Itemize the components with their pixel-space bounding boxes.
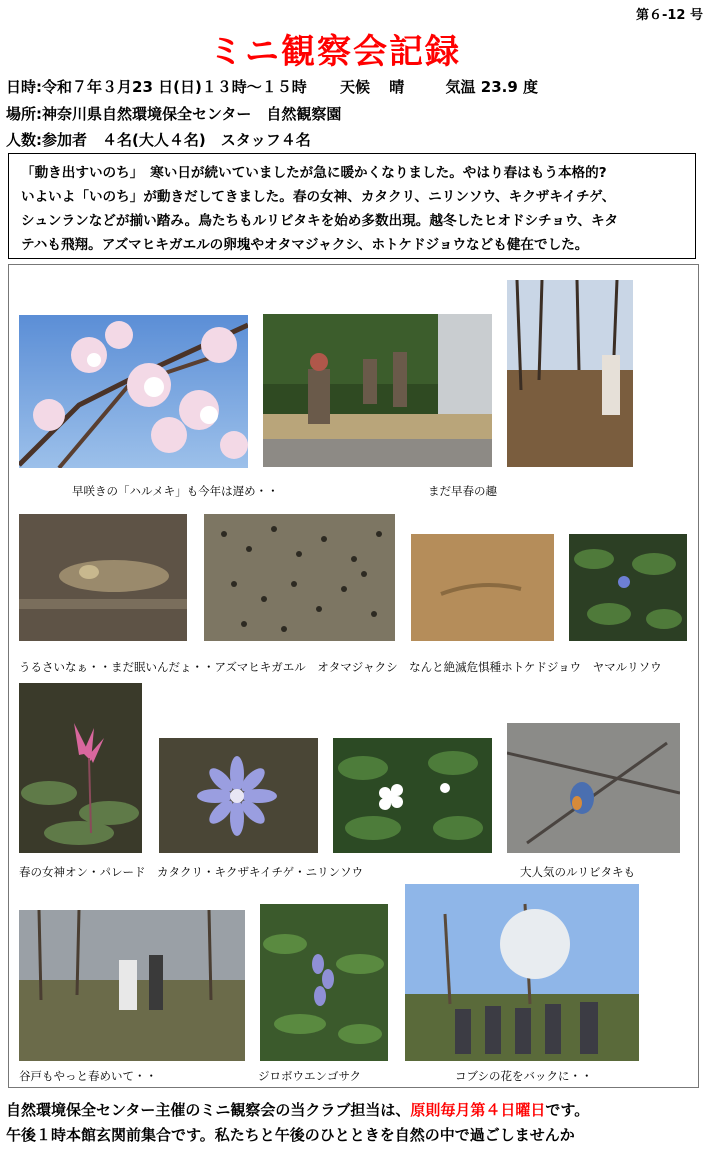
temp-value: 23.9 度	[480, 78, 539, 96]
footer-text: 自然環境保全センター主催のミニ観察会の当クラブ担当は、	[6, 1101, 411, 1119]
temp-label: 気温	[445, 78, 476, 96]
place-line	[6, 103, 341, 124]
forest-path-photo	[507, 280, 633, 467]
datetime-label: 日時:	[6, 78, 42, 96]
footer-text: です。	[545, 1101, 590, 1119]
dogtooth-violet-photo	[19, 683, 142, 853]
intro-line: シュンランなどが揃い踏み。鳥たちもルリビタキを始め多数出現。越冬したヒオドシチョウ、キタ	[21, 213, 619, 229]
footer-line-2: 午後１時本館玄関前集合です。私たちと午後のひとときを自然の中で過ごしませんか	[6, 1126, 575, 1144]
intro-line: いよいよ「いのち」が動きだしてきました。春の女神、カタクリ、ニリンソウ、キクザキイチゲ、	[21, 189, 616, 205]
caption-5: 大人気のルリビタキも	[520, 865, 635, 879]
cherry-blossom-photo	[19, 315, 248, 468]
footer-highlight: 原則毎月第４日曜日	[410, 1101, 546, 1119]
people-label: 人数:	[6, 131, 42, 149]
place-value: 神奈川県自然環境保全センター 自然観察園	[42, 105, 342, 123]
intro-box	[8, 153, 696, 259]
group-photo	[405, 884, 639, 1061]
issue-number: 第６-12 号	[635, 8, 703, 23]
caption-1: 早咲きの「ハルメキ」も今年は遅め・・	[72, 484, 279, 498]
tadpoles-photo	[204, 514, 395, 641]
people-value: 参加者 ４名(大人４名) スタッフ４名	[42, 131, 311, 149]
nirinsou-photo	[333, 738, 492, 853]
walking-group-photo	[263, 314, 492, 467]
corydalis-photo	[260, 904, 388, 1061]
valley-walk-photo	[19, 910, 245, 1061]
red-flanked-bluetail-photo	[507, 723, 680, 853]
anemone-photo	[159, 738, 318, 853]
people-line	[6, 129, 311, 150]
caption-2: まだ早春の趣	[428, 484, 497, 498]
toad-photo	[19, 514, 187, 641]
weather-label: 天候	[340, 78, 371, 96]
forget-me-not-photo	[569, 534, 687, 641]
caption-3: うるさいなぁ・・まだ眠いんだょ・・アズマヒキガエル オタマジャクシ なんと絶滅危惧種ホトケドジョウ ヤマルリソウ	[19, 660, 662, 674]
intro-line: テハも飛翔。アズマヒキガエルの卵塊やオタマジャクシ、ホトケドジョウなども健在でした。	[21, 237, 589, 253]
datetime-value: 令和７年３月23 日(日)１３時～１５時	[42, 78, 307, 96]
caption-6: 谷戸もやっと春めいて・・	[19, 1069, 157, 1083]
caption-8: コブシの花をバックに・・	[455, 1069, 593, 1083]
loach-photo	[411, 534, 554, 641]
place-label: 場所:	[6, 105, 42, 123]
caption-4: 春の女神オン・パレード カタクリ・キクザキイチゲ・ニリンソウ	[19, 865, 364, 879]
footer-line-1	[6, 1099, 589, 1120]
caption-7: ジロボウエンゴサク	[258, 1069, 362, 1083]
weather-value: 晴	[389, 78, 405, 96]
intro-line: 「動き出すいのち」 寒い日が続いていましたが急に暖かくなりました。やはり春はもう本格的?	[21, 165, 607, 181]
datetime-line	[6, 76, 538, 97]
page-title: ミニ観察会記録	[209, 32, 461, 72]
